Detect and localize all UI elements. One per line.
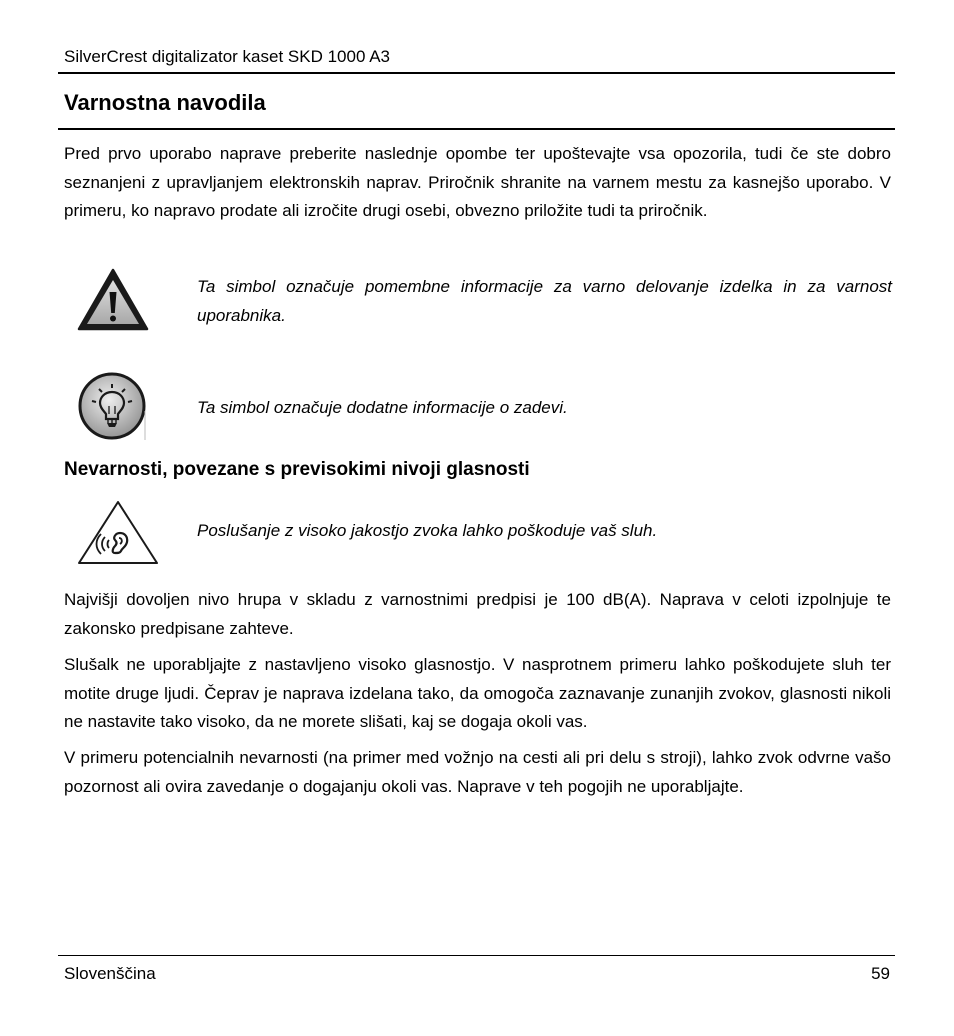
document-header: SilverCrest digitalizator kaset SKD 1000 A3 [64,47,390,66]
lightbulb-icon [77,371,149,441]
footer-rule [58,955,895,956]
title-rule [58,128,895,130]
page-number: 59 [871,964,890,983]
header-rule [58,72,895,74]
hearing-symbol-text: Poslušanje z visoko jakostjo zvoka lahko poškoduje vaš sluh. [197,521,658,540]
intro-paragraph: Pred prvo uporabo naprave preberite naslednje opombe ter upoštevajte vsa opozorila, tudi če ste dobro seznanjeni z upravljanjem elektronskih naprav. Priročnik shranite na varnem mestu za kasnejšo uporabo. V primeru, ko napravo prodate ali izročite drugi osebi, obvezno priložite tudi ta priročnik. [64,144,891,220]
body-paragraph: V primeru potencialnih nevarnosti (na primer med vožnjo na cesti ali pri delu s stroji), lahko zvok odvrne vašo pozornost ali ovira zavedanje o dogajanju okoli vas. Naprave v teh pogojih ne uporabljajte. [64,748,891,796]
ear-warning-icon [77,500,159,566]
body-paragraph: Najvišji dovoljen nivo hrupa v skladu z varnostnimi predpisi je 100 dB(A). Naprava v celoti izpolnjuje te zakonsko predpisane zahteve. [64,590,891,638]
warning-triangle-icon [77,268,149,332]
section-title: Varnostna navodila [64,90,266,115]
footer-language: Slovenščina [64,964,156,983]
hearing-heading: Nevarnosti, povezane s previsokimi nivoji glasnosti [64,459,530,480]
info-symbol-text: Ta simbol označuje dodatne informacije o zadevi. [197,398,568,417]
warning-symbol-text: Ta simbol označuje pomembne informacije za varno delovanje izdelka in za varnost uporabnika. [197,277,892,325]
body-paragraph: Slušalk ne uporabljajte z nastavljeno visoko glasnostjo. V nasprotnem primeru lahko poškodujete sluh ter motite druge ljudi. Čeprav je naprava izdelana tako, da omogoča zaznavanje zunanjih zvokov, glasnosti nikoli ne nastavite tako visoko, da ne morete slišati, kaj se dogaja okoli vas. [64,655,891,731]
